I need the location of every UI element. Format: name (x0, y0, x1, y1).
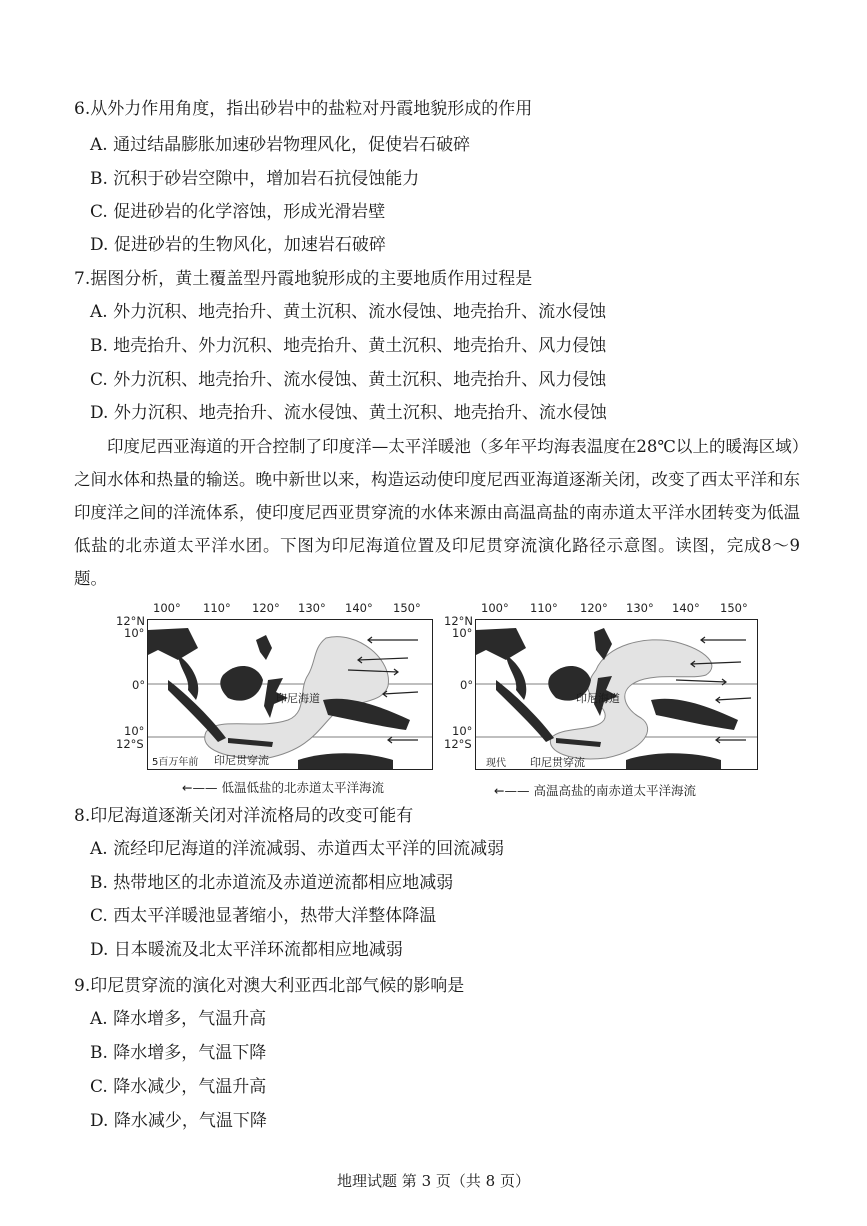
right-strait-label: 印尼海道 (576, 692, 620, 705)
question-9-option-b[interactable]: B. 降水增多，气温下降 (90, 1043, 267, 1063)
right-lon-tick: 110° (530, 601, 558, 615)
left-lat-tick: 10° (124, 724, 145, 738)
left-lon-tick: 140° (345, 601, 373, 615)
left-lon-tick: 110° (203, 601, 231, 615)
right-legend-arrow: ←—— (494, 783, 530, 798)
question-7-option-d[interactable]: D. 外力沉积、地壳抬升、流水侵蚀、黄土沉积、地壳抬升、流水侵蚀 (90, 403, 607, 423)
left-lon-tick: 100° (153, 601, 181, 615)
right-legend (494, 781, 696, 799)
left-lat-tick: 12°N (116, 614, 145, 628)
question-8-option-b[interactable]: B. 热带地区的北赤道流及赤道逆流都相应地减弱 (90, 873, 454, 893)
question-9-stem: 9.印尼贯穿流的演化对澳大利亚西北部气候的影响是 (74, 976, 465, 996)
right-lon-tick: 100° (481, 601, 509, 615)
left-lat-tick: 12°S (116, 737, 144, 751)
right-lat-tick: 10° (452, 724, 473, 738)
question-6-option-d[interactable]: D. 促进砂岩的生物风化，加速岩石破碎 (90, 235, 386, 255)
left-strait-label: 印尼海道 (276, 692, 320, 705)
right-map (475, 619, 758, 770)
left-lat-tick: 10° (124, 626, 145, 640)
left-lat-tick: 0° (132, 678, 146, 692)
right-lat-tick: 10° (452, 626, 473, 640)
question-6-option-c[interactable]: C. 促进砂岩的化学溶蚀，形成光滑岩壁 (90, 202, 386, 222)
left-legend-label: 低温低盐的北赤道太平洋海流 (221, 780, 384, 795)
left-lon-tick: 150° (393, 601, 421, 615)
question-6-option-b[interactable]: B. 沉积于砂岩空隙中，增加岩石抗侵蚀能力 (90, 169, 420, 189)
right-land-asia (476, 628, 526, 660)
right-flow-label: 印尼贯穿流 (530, 756, 585, 769)
question-7-option-b[interactable]: B. 地壳抬升、外力沉积、地壳抬升、黄土沉积、地壳抬升、风力侵蚀 (90, 336, 607, 356)
right-legend-label: 高温高盐的南赤道太平洋海流 (533, 783, 696, 798)
question-7-option-a[interactable]: A. 外力沉积、地壳抬升、黄土沉积、流水侵蚀、地壳抬升、流水侵蚀 (90, 302, 607, 322)
right-lat-tick: 0° (460, 678, 474, 692)
right-period-label: 现代 (486, 758, 506, 769)
right-lon-tick: 130° (626, 601, 654, 615)
left-map (147, 619, 433, 770)
question-9-option-c[interactable]: C. 降水减少，气温升高 (90, 1077, 267, 1097)
left-land-australia (298, 753, 393, 770)
left-lon-tick: 120° (252, 601, 280, 615)
left-period-label: 5百万年前 (152, 757, 199, 768)
left-land-borneo (220, 666, 263, 701)
page-footer: 地理试题 第 3 页（共 8 页） (337, 1172, 530, 1190)
question-7-option-c[interactable]: C. 外力沉积、地壳抬升、流水侵蚀、黄土沉积、地壳抬升、风力侵蚀 (90, 370, 607, 390)
passage-text: 印度尼西亚海道的开合控制了印度洋—太平洋暖池（多年平均海表温度在28℃以上的暖海区域）之间水体和热量的输送。晚中新世以来，构造运动使印度尼西亚海道逐渐关闭，改变了西太平洋和东印度洋之间的洋流体系，使印度尼西亚贯穿流的水体来源由高温高盐的南赤道太平洋水团转变为低温低盐的北赤道太平洋水团。下图为印尼海道位置及印尼贯穿流演化路径示意图。读图，完成8～9题。 (74, 437, 800, 588)
left-land-newguinea (323, 699, 410, 730)
right-land-australia (626, 753, 721, 770)
question-9-option-a[interactable]: A. 降水增多，气温升高 (90, 1009, 267, 1029)
question-6-stem: 6.从外力作用角度，指出砂岩中的盐粒对丹霞地貌形成的作用 (74, 99, 533, 119)
right-lon-tick: 140° (672, 601, 700, 615)
left-legend-arrow: ←—— (182, 780, 218, 795)
left-land-philippines (256, 635, 272, 660)
left-flow-label: 印尼贯穿流 (214, 754, 269, 767)
right-lon-tick: 150° (720, 601, 748, 615)
question-8-option-d[interactable]: D. 日本暖流及北太平洋环流都相应地减弱 (90, 940, 403, 960)
question-6-option-a[interactable]: A. 通过结晶膨胀加速砂岩物理风化，促使岩石破碎 (90, 135, 471, 155)
right-lon-tick: 120° (580, 601, 608, 615)
right-land-newguinea (651, 699, 738, 730)
right-lat-tick: 12°N (444, 614, 473, 628)
right-lat-tick: 12°S (444, 737, 472, 751)
question-8-option-c[interactable]: C. 西太平洋暖池显著缩小，热带大洋整体降温 (90, 906, 437, 926)
question-7-stem: 7.据图分析，黄土覆盖型丹霞地貌形成的主要地质作用过程是 (74, 269, 533, 289)
left-lon-tick: 130° (298, 601, 326, 615)
question-8-option-a[interactable]: A. 流经印尼海道的洋流减弱、赤道西太平洋的回流减弱 (90, 839, 505, 859)
left-legend (182, 778, 384, 796)
left-land-asia (148, 628, 198, 660)
question-9-option-d[interactable]: D. 降水减少，气温下降 (90, 1111, 267, 1131)
question-8-stem: 8.印尼海道逐渐关闭对洋流格局的改变可能有 (74, 806, 414, 826)
